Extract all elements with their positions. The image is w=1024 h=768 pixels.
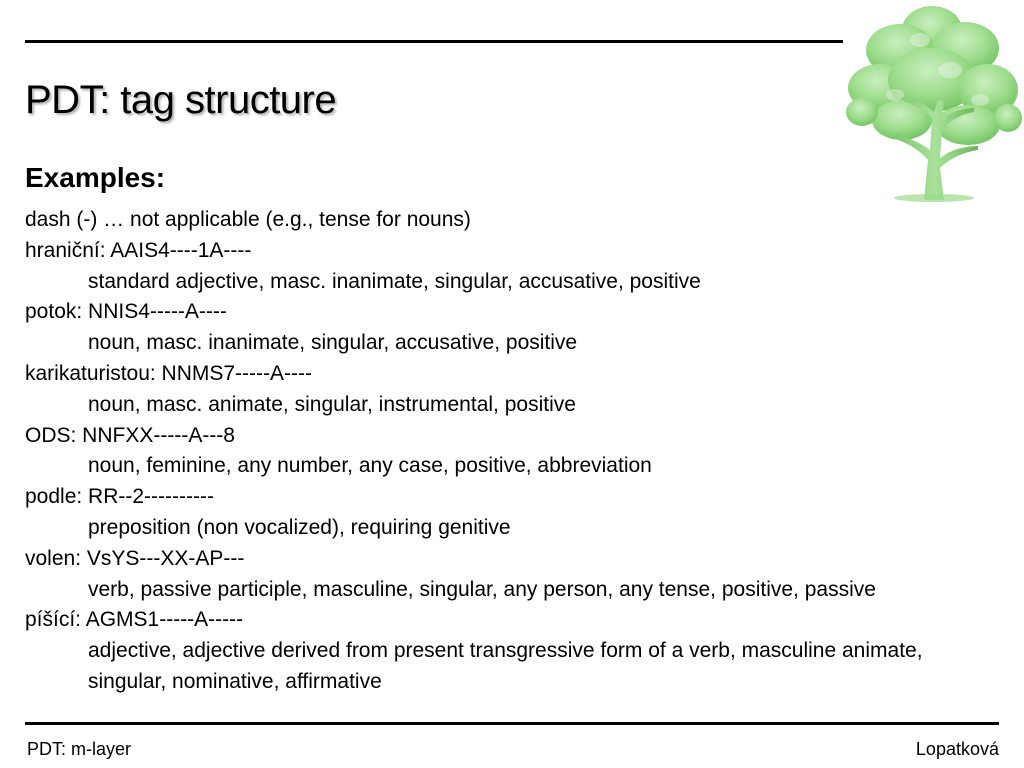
example-tag: hraniční: AAIS4----1A---- [25, 238, 252, 262]
example-tag: dash (-) … not applicable (e.g., tense for nouns) [25, 208, 471, 231]
example-description: preposition (non vocalized), requiring genitive [88, 515, 511, 539]
bottom-rule [25, 722, 999, 725]
top-rule [25, 40, 843, 43]
footer-course: PDT: m-layer [27, 739, 132, 759]
example-description: noun, masc. animate, singular, instrumental, positive [88, 392, 576, 416]
example-tag: ODS: NNFXX-----A---8 [25, 423, 235, 447]
example-tag: volen: VsYS---XX-AP--- [25, 546, 245, 570]
slide-title: PDT: tag structure [25, 78, 337, 122]
example-tag: podle: RR--2---------- [25, 485, 214, 509]
footer-author: Lopatková [915, 739, 999, 759]
example-description: noun, feminine, any number, any case, positive, abbreviation [88, 454, 652, 478]
example-description: standard adjective, masc. inanimate, singular, accusative, positive [88, 269, 701, 293]
examples-list [25, 205, 1005, 698]
example-tag: píšící: AGMS1-----A----- [25, 608, 244, 632]
example-description: verb, passive participle, masculine, singular, any person, any tense, positive, passive [88, 577, 876, 601]
example-tag: karikaturistou: NNMS7-----A---- [25, 361, 313, 385]
examples-heading: Examples: [25, 162, 166, 193]
example-tag: potok: NNIS4-----A---- [25, 300, 227, 324]
tree-icon [840, 0, 1024, 202]
example-description: noun, masc. inanimate, singular, accusative, positive [88, 331, 578, 355]
example-description: adjective, adjective derived from present transgressive form of a verb, masculine animate, singular, nominative, affirmative [88, 639, 923, 693]
